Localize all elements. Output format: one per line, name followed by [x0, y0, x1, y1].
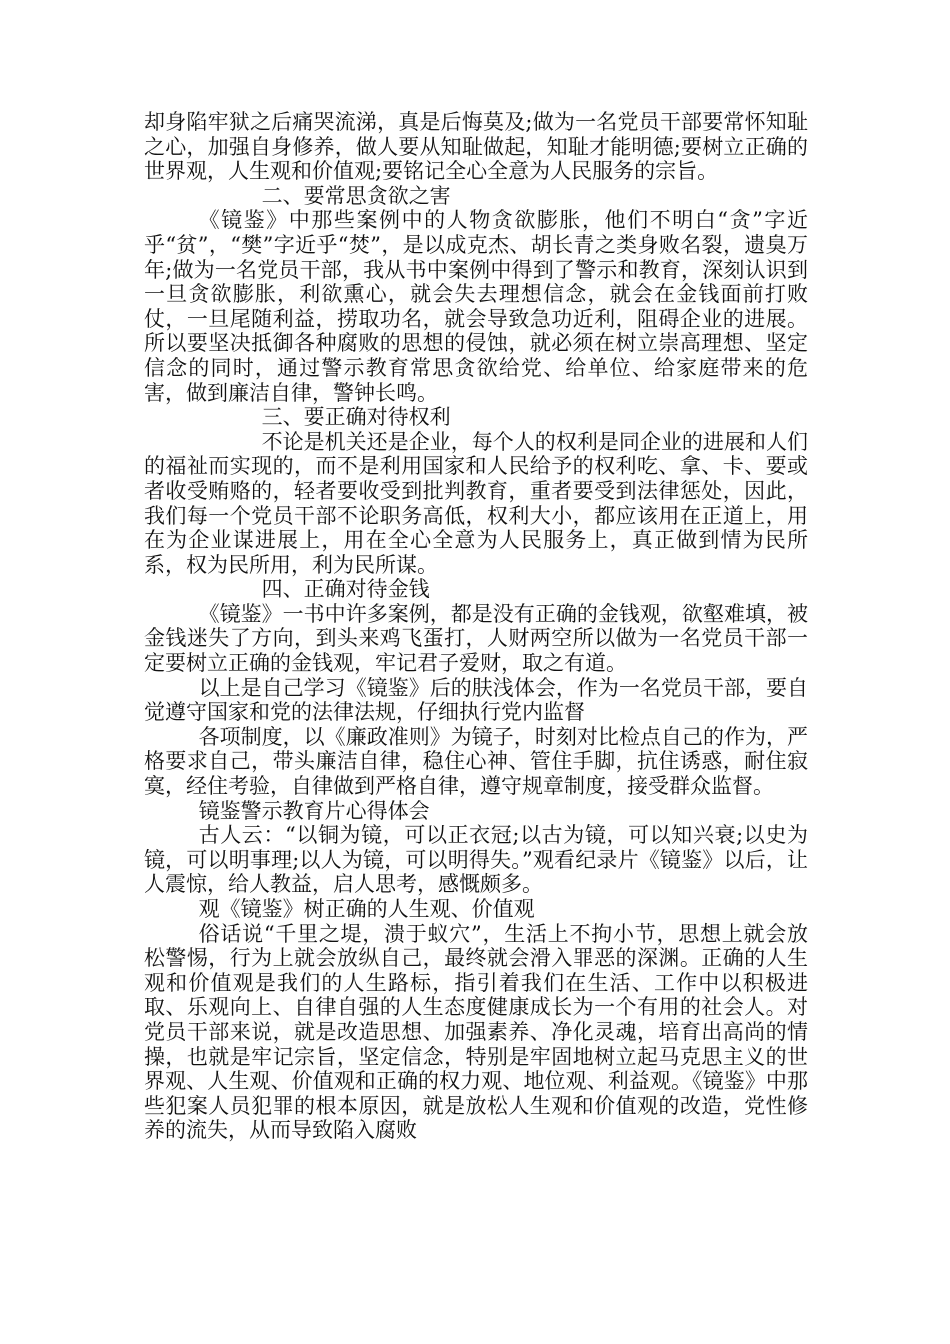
section-heading-values: 观《镜鉴》树正确的人生观、价值观 [198, 897, 535, 921]
paragraph-values: 俗话说“千里之堤，溃于蚁穴”，生活上不拘小节，思想上就会放松警惕，行为上就会放纵自己，最终就会滑入罪恶的深渊。正确的人生观和价值观是我们的人生路标，指引着我们在生活、工作中以积极进取、乐观向上、自律自强的人生态度健康成长为一个有用的社会人。对党员干部来说，就是改造思想、加强素养、净化灵魂，培育出高尚的情操，也就是牢记宗旨，坚定信念，特别是牢固地树立起马克思主义的世界观、人生观、价值观和正确的权力观、地位观、利益观。《镜鉴》中那些犯案人员犯罪的根本原因，就是放松人生观和价值观的改造，党性修养的流失，从而导致陷入腐败 [144, 921, 808, 1143]
document-page [144, 110, 808, 1143]
paragraph-rules: 各项制度，以《廉政准则》为镜子，时刻对比检点自己的作为，严格要求自己，带头廉洁自律，稳住心神、管住手脚，抗住诱惑，耐住寂寞，经住考验，自律做到严格自律，遵守规章制度，接受群众监督。 [144, 724, 808, 799]
paragraph-quote: 古人云：“以铜为镜，可以正衣冠;以古为镜，可以知兴衰;以史为镜，可以明事理;以人为镜，可以明得失。”观看纪录片《镜鉴》以后，让人震惊，给人教益，启人思考，感慨颇多。 [144, 823, 808, 897]
paragraph-greed: 《镜鉴》中那些案例中的人物贪欲膨胀，他们不明白“贪”字近乎“贫”，“樊”字近乎“焚”，是以成克杰、胡长青之类身败名裂，遗臭万年;做为一名党员干部，我从书中案例中得到了警示和教育，深刻认识到一旦贪欲膨胀，利欲熏心，就会失去理想信念，就会在金钱面前打败仗，一旦尾随利益，捞取功名，就会导致急功近利，阻碍企业的进展。所以要坚决抵御各种腐败的思想的侵蚀，就必须在树立崇高理想、坚定信念的同时，通过警示教育常思贪欲给党、给单位、给家庭带来的危害，做到廉洁自律，警钟长鸣。 [144, 208, 808, 405]
section-heading-2: 二、要常思贪欲之害 [261, 183, 451, 208]
paragraph-money: 《镜鉴》一书中许多案例，都是没有正确的金钱观，欲壑难填，被金钱迷失了方向，到头来鸡飞蛋打，人财两空所以做为一名党员干部一定要树立正确的金钱观，牢记君子爱财，取之有道。 [144, 601, 808, 676]
section-heading-4: 四、正确对待金钱 [261, 577, 430, 602]
paragraph-continuation: 却身陷牢狱之后痛哭流涕，真是后悔莫及;做为一名党员干部要常怀知耻之心，加强自身修养，做人要从知耻做起，知耻才能明德;要树立正确的世界观，人生观和价值观;要铭记全心全意为人民服务的宗旨。 [144, 110, 808, 184]
paragraph-summary: 以上是自己学习《镜鉴》后的肤浅体会，作为一名党员干部，要自觉遵守国家和党的法律法规，仔细执行党内监督 [144, 675, 808, 725]
essay-title: 镜鉴警示教育片心得体会 [198, 798, 430, 823]
paragraph-power: 不论是机关还是企业，每个人的权利是同企业的进展和人们的福祉而实现的，而不是利用国家和人民给予的权利吃、拿、卡、要或者收受贿赂的，轻者要收受到批判教育，重者要受到法律惩处，因此，我们每一个党员干部不论职务高低，权利大小，都应该用在正道上，用在为企业谋进展上，用在全心全意为人民服务上，真正做到情为民所系，权为民所用，利为民所谋。 [144, 429, 808, 577]
section-heading-3: 三、要正确对待权利 [261, 405, 451, 430]
